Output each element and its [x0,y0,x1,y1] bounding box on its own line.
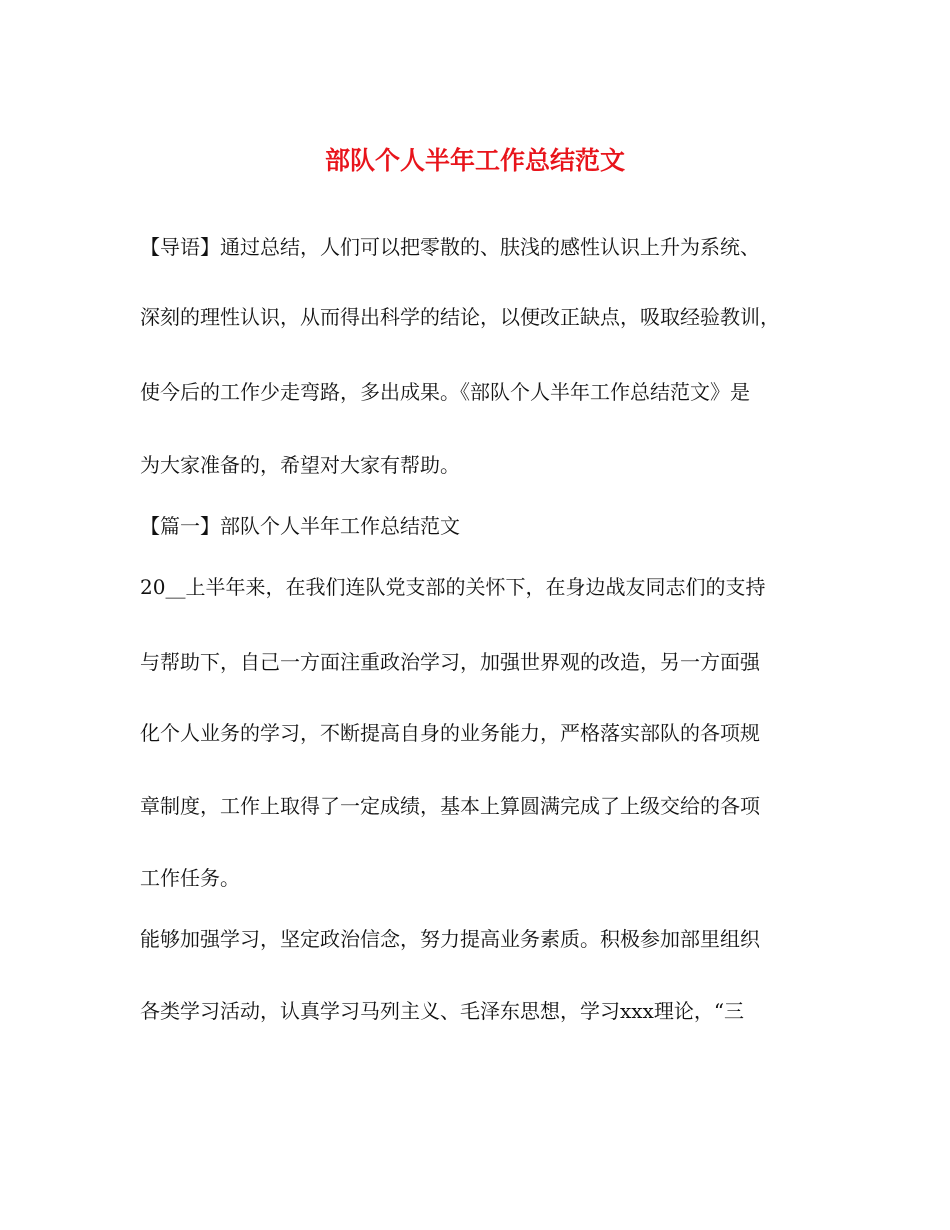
body-text-line: 化个人业务的学习，不断提高自身的业务能力，严格落实部队的各项规 [140,721,760,745]
body-text-line: 能够加强学习，坚定政治信念，努力提高业务素质。积极参加部里组织 [140,927,760,951]
body-text-line: 为大家准备的，希望对大家有帮助。 [140,453,460,477]
body-text-line: 各类学习活动，认真学习马列主义、毛泽东思想，学习xxx理论，“三 [140,999,745,1023]
body-text-line: 工作任务。 [140,866,240,890]
body-text-line: 与帮助下，自己一方面注重政治学习，加强世界观的改造，另一方面强 [140,650,760,674]
body-text-line: 20__上半年来，在我们连队党支部的关怀下，在身边战友同志们的支持 [140,575,766,599]
section-heading: 【篇一】部队个人半年工作总结范文 [140,514,460,538]
document-title: 部队个人半年工作总结范文 [324,146,625,175]
body-text-line: 章制度，工作上取得了一定成绩，基本上算圆满完成了上级交给的各项 [140,794,760,818]
body-text-line: 使今后的工作少走弯路，多出成果。《部队个人半年工作总结范文》是 [140,380,750,404]
body-text-line: 深刻的理性认识，从而得出科学的结论，以便改正缺点，吸取经验教训， [140,305,780,329]
body-text-line: 【导语】通过总结，人们可以把零散的、肤浅的感性认识上升为系统、 [140,235,760,259]
